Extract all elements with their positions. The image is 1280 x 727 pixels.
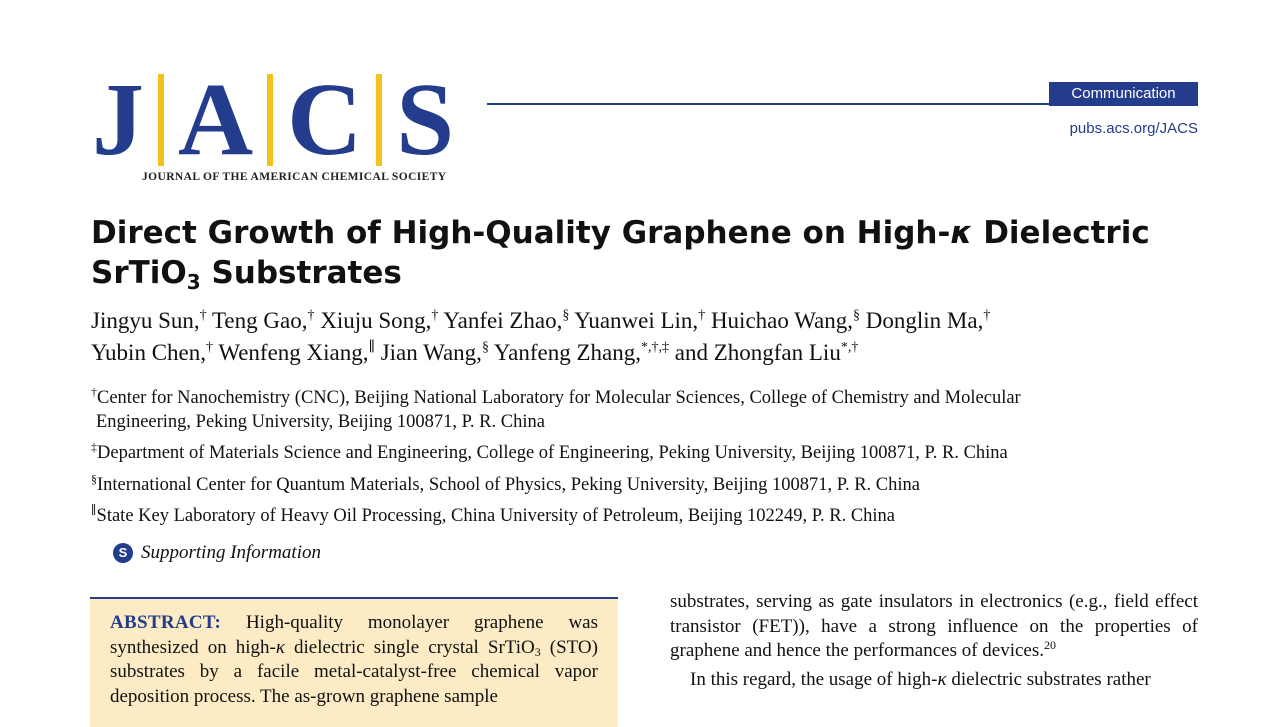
logo-letter-j: J [92, 62, 144, 177]
logo-divider [376, 74, 382, 166]
abstract-box [90, 597, 618, 727]
logo-letter-c: C [287, 62, 363, 177]
supporting-info-label: Supporting Information [141, 542, 321, 563]
logo-letter-a: A [178, 62, 254, 177]
logo-divider [158, 74, 164, 166]
body-text-column [670, 590, 1198, 692]
abstract-text: ABSTRACT: High-quality monolayer graphene was synthesized on high-κ dielectric single crystal SrTiO$_3$ (STO) substrates by a facile metal-catalyst-free chemical vapor deposition process. The as-grown graphene sample [110, 612, 598, 707]
author[interactable]: Yanfeng Zhang,*,†,‡ [493, 340, 669, 365]
article-type-badge: Communication [1049, 82, 1198, 106]
affiliation-text: Engineering, Peking University, Beijing 100871, P. R. China [96, 412, 545, 432]
affiliation-mark: † [91, 385, 97, 399]
author[interactable]: Wenfeng Xiang,∥ [218, 340, 375, 365]
author-list [91, 305, 1201, 369]
title-part1: Direct Growth of High-Quality Graphene on High- [91, 215, 951, 251]
logo-letter-s: S [396, 62, 455, 177]
body-paragraph: substrates, serving as gate insulators in electronics (e.g., field effect transistor (FET)), have a strong influence on the properties of graphene and hence the performances of devices.$^{20}$ [670, 591, 1198, 661]
affiliation [91, 386, 1201, 434]
affiliation-mark: ‡ [91, 440, 97, 454]
header-rule [487, 103, 1049, 105]
affiliation-text: State Key Laboratory of Heavy Oil Processing, China University of Petroleum, Beijing 102249, P. R. China [96, 506, 896, 526]
author[interactable]: Xiuju Song,† [320, 308, 439, 333]
author[interactable]: Yubin Chen,† [91, 340, 213, 365]
author[interactable]: Teng Gao,† [211, 308, 315, 333]
logo-divider [267, 74, 273, 166]
author[interactable]: Huichao Wang,§ [710, 308, 861, 333]
title-kappa: κ [950, 215, 973, 251]
body-paragraph: In this regard, the usage of high-κ dielectric substrates rather [690, 668, 1151, 690]
journal-url-link[interactable]: pubs.acs.org/JACS [1069, 120, 1198, 137]
article-title [91, 213, 1201, 293]
author[interactable]: and Zhongfan Liu*,† [674, 340, 859, 365]
affiliation [91, 441, 1201, 465]
affiliation [91, 473, 1201, 497]
author[interactable]: Yuanwei Lin,† [574, 308, 706, 333]
affiliation-text: Center for Nanochemistry (CNC), Beijing National Laboratory for Molecular Sciences, College of Chemistry and Molecular [97, 388, 1021, 408]
supporting-information-link[interactable] [113, 542, 321, 564]
author[interactable]: Donglin Ma,† [865, 308, 991, 333]
author[interactable]: Jian Wang,§ [380, 340, 489, 365]
title-part3: Substrates [200, 255, 402, 291]
abstract-label: ABSTRACT: [110, 612, 222, 633]
journal-subtitle: JOURNAL OF THE AMERICAN CHEMICAL SOCIETY [142, 171, 447, 183]
title-subscript: 3 [186, 270, 201, 294]
affiliation [91, 504, 1201, 528]
affiliation-mark: § [91, 472, 97, 486]
affiliation-mark: ∥ [91, 503, 97, 517]
reference-link[interactable]: 20 [1044, 638, 1057, 652]
journal-logo[interactable] [92, 62, 492, 190]
affiliation-text: International Center for Quantum Materials, School of Physics, Peking University, Beijing 100871, P. R. China [97, 475, 920, 495]
supporting-info-icon: S [113, 543, 133, 563]
author[interactable]: Jingyu Sun,† [91, 308, 207, 333]
title-part2: Dielectric SrTiO [91, 215, 1150, 291]
author[interactable]: Yanfei Zhao,§ [443, 308, 570, 333]
affiliation-text: Department of Materials Science and Engineering, College of Engineering, Peking University, Beijing 100871, P. R. China [97, 443, 1008, 463]
